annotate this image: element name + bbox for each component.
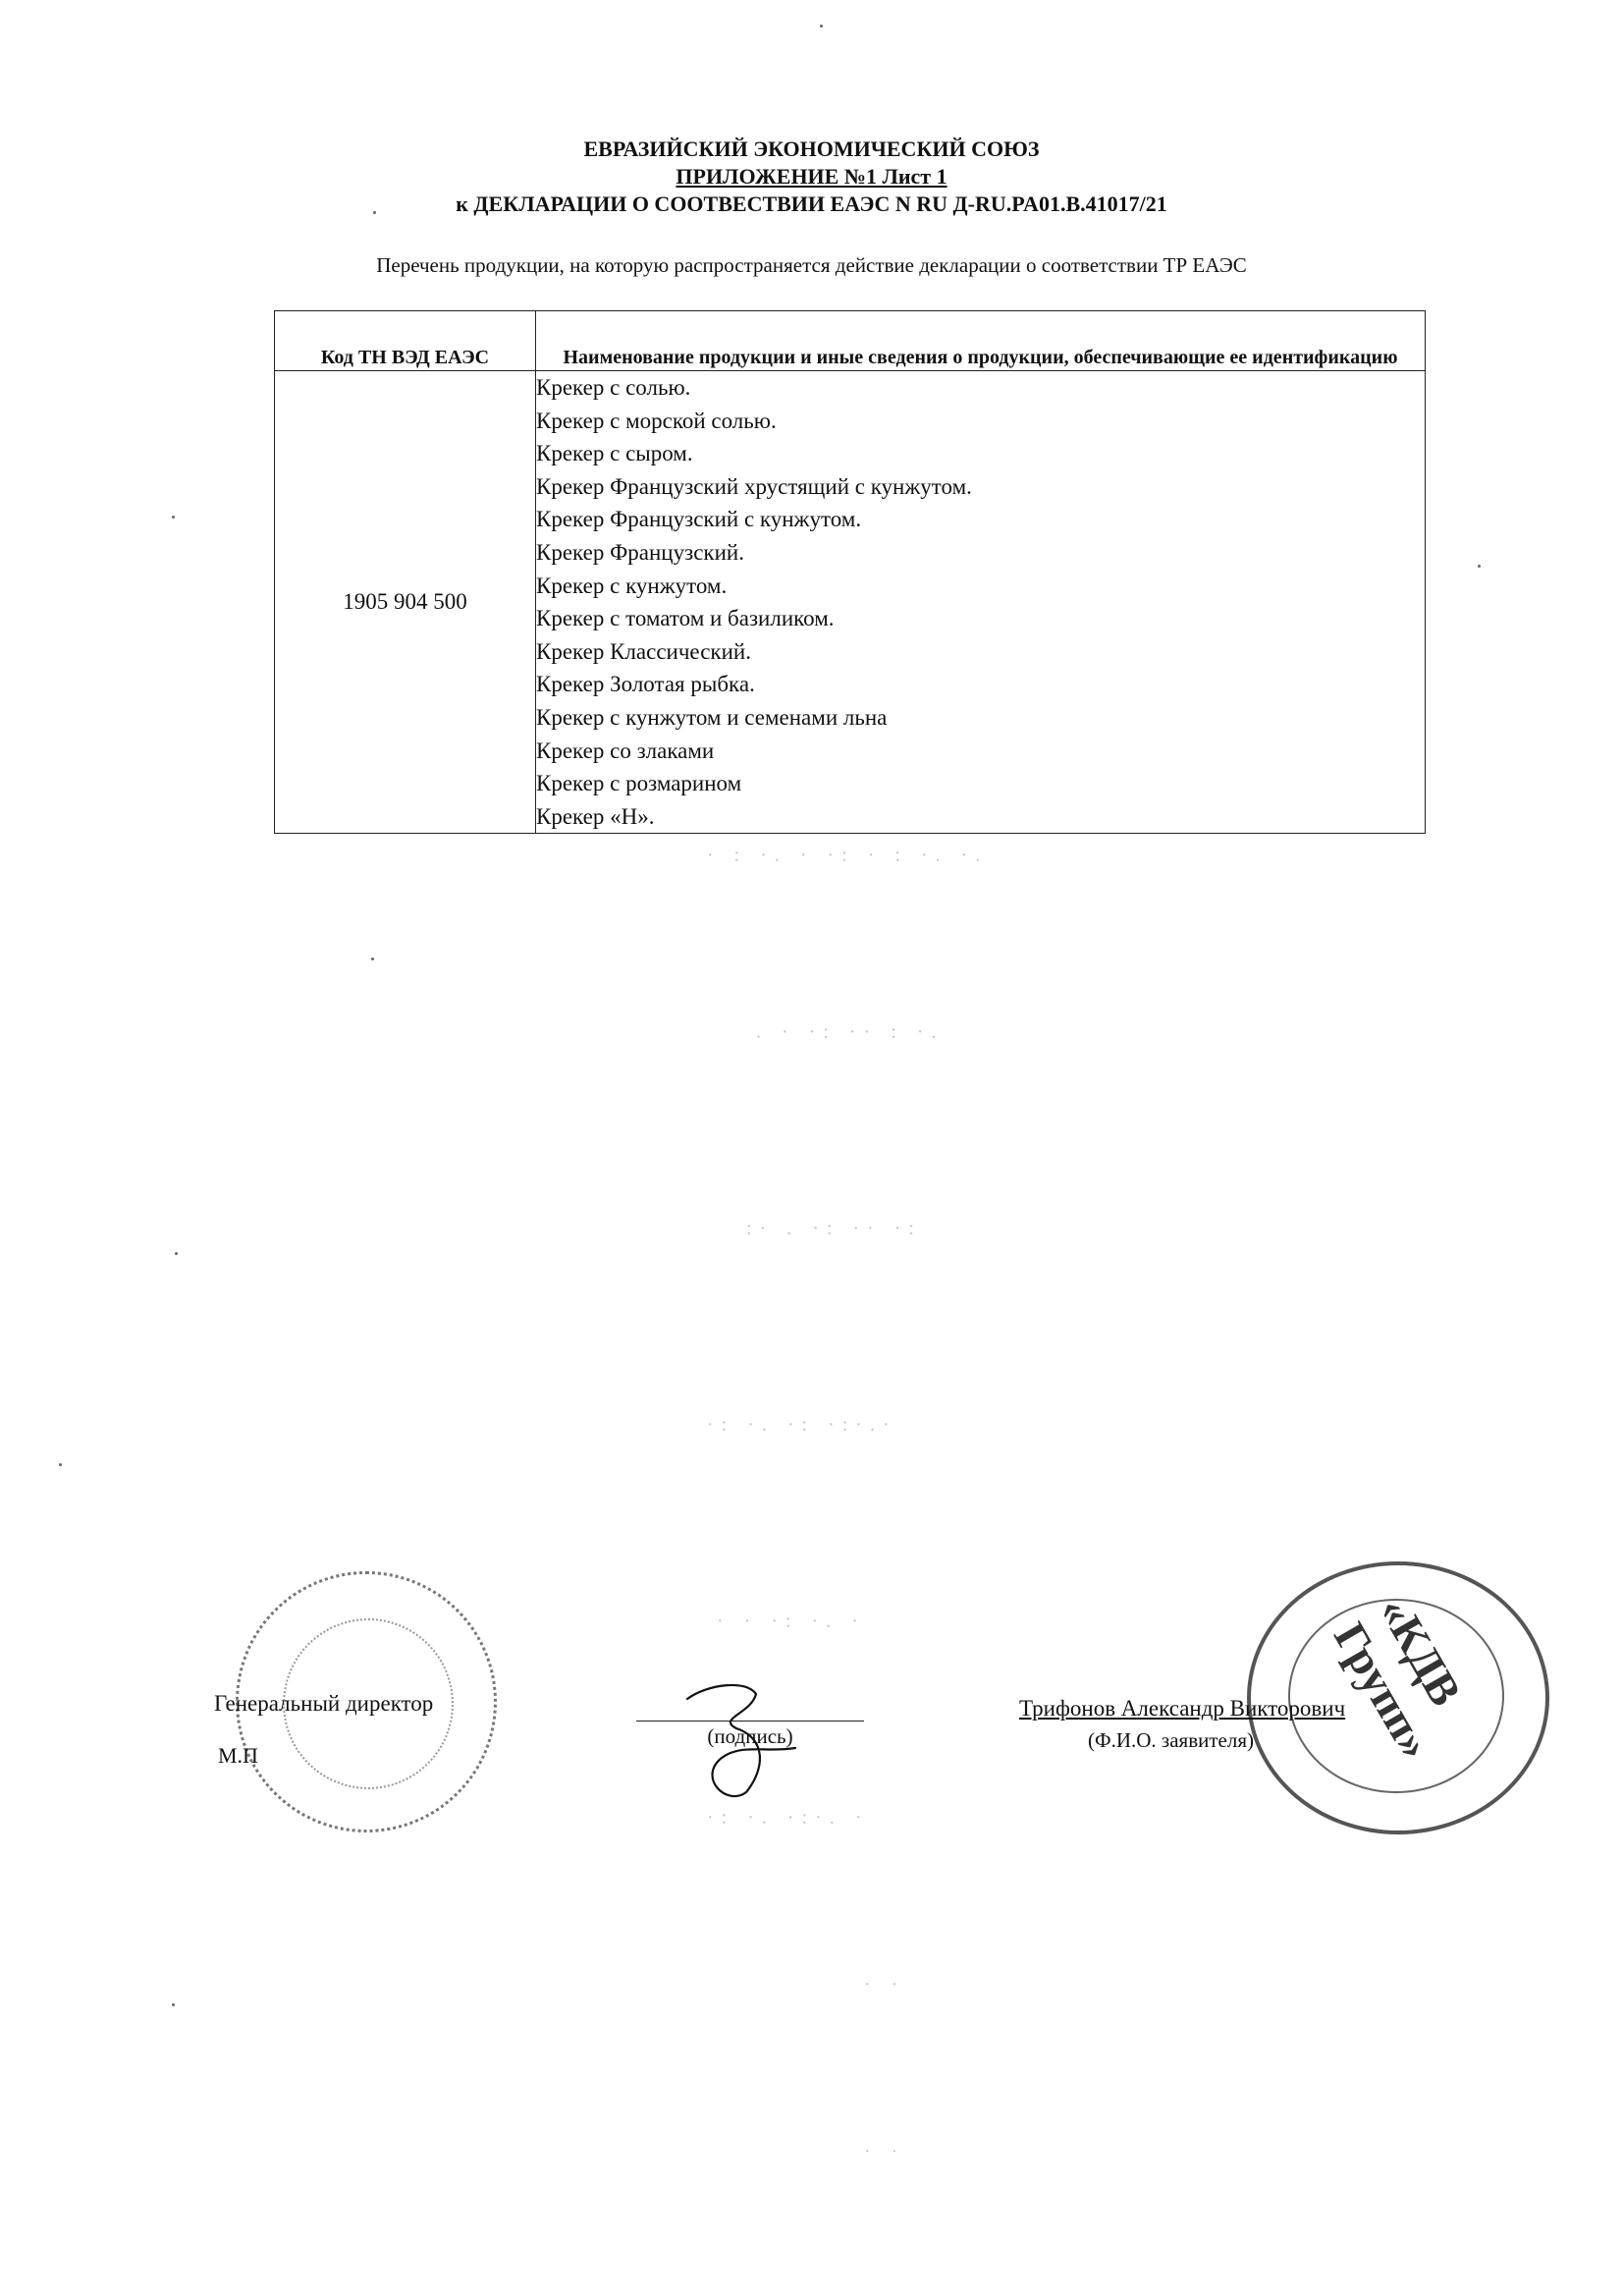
list-item: Крекер Золотая рыбка.	[536, 672, 755, 697]
scan-speck	[1478, 565, 1481, 568]
scan-speck	[371, 957, 374, 960]
watermark-noise: · · ·: ·. ·	[717, 1611, 866, 1632]
stamp-place-label: М.П	[218, 1743, 258, 1768]
table-row	[275, 371, 1426, 834]
list-item: Крекер Французский с кунжутом.	[536, 507, 862, 532]
scan-speck	[172, 2003, 175, 2006]
list-item: Крекер с кунжутом.	[536, 573, 728, 598]
list-item: Крекер «Н».	[536, 803, 655, 829]
list-item: Крекер Французский хрустящий с кунжутом.	[536, 473, 972, 499]
list-item: Крекер с кунжутом и семенами льна	[536, 704, 888, 730]
list-item: Крекер с солью.	[536, 375, 691, 400]
watermark-noise: ·: ·. ·: ·:·.·	[707, 1414, 897, 1436]
name-column-header: Наименование продукции и иные сведения о продукции, обеспечивающие ее идентификацию	[536, 311, 1426, 371]
product-list	[536, 371, 1425, 833]
scan-speck	[172, 516, 175, 519]
product-list-subtitle: Перечень продукции, на которую распространяется действие декларации о соответствии ТР ЕАЭС	[376, 253, 1247, 277]
signature-line	[636, 1721, 864, 1722]
list-item: Крекер с сыром.	[536, 441, 693, 466]
tn-ved-code: 1905 904 500	[275, 371, 536, 834]
header-declaration: к ДЕКЛАРАЦИИ О СООТВЕСТВИИ ЕАЭС N RU Д-RU.PA01.B.41017/21	[456, 191, 1167, 216]
watermark-noise: · : ·. · ·: · : ·. ·.	[707, 845, 989, 866]
scan-speck	[175, 1252, 178, 1255]
scan-speck	[373, 211, 376, 214]
product-table	[274, 310, 1426, 834]
seal-company-name: «КДВ Групп»	[1324, 1588, 1472, 1768]
signature-caption: (подпись)	[707, 1724, 793, 1748]
list-item: Крекер с морской солью.	[536, 408, 777, 433]
list-item: Крекер Классический.	[536, 638, 751, 664]
header-union: ЕВРАЗИЙСКИЙ ЭКОНОМИЧЕСКИЙ СОЮЗ	[583, 137, 1040, 161]
document-header	[0, 136, 1623, 218]
scan-speck	[59, 1463, 62, 1466]
watermark-noise: · ·	[864, 2141, 906, 2162]
signer-role: Генеральный директор	[214, 1691, 434, 1716]
watermark-noise: ·: ·. ·:·. ·	[707, 1807, 870, 1829]
scan-speck	[820, 25, 823, 27]
table-header-row	[275, 311, 1426, 371]
list-item: Крекер со злаками	[536, 738, 715, 763]
list-item: Крекер с розмарином	[536, 771, 742, 796]
list-item: Крекер Французский.	[536, 539, 744, 565]
watermark-noise: · ·	[864, 1974, 906, 1995]
header-appendix: ПРИЛОЖЕНИЕ №1 Лист 1	[676, 164, 947, 189]
applicant-caption: (Ф.И.О. заявителя)	[1088, 1728, 1254, 1752]
watermark-noise: . · ·: ·· : ·.	[756, 1021, 945, 1043]
applicant-name: Трифонов Александр Викторович	[1019, 1696, 1346, 1721]
product-names-cell	[536, 371, 1426, 834]
list-item: Крекер с томатом и базиликом.	[536, 606, 835, 631]
watermark-noise: :· . ·: ·· ·:	[746, 1218, 922, 1239]
code-column-header: Код ТН ВЭД ЕАЭС	[275, 311, 536, 371]
